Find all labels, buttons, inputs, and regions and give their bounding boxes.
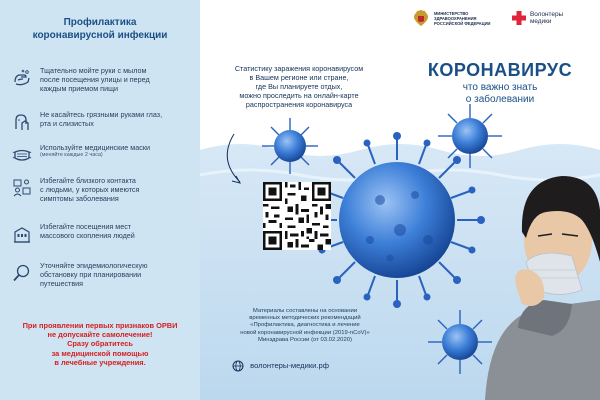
tip-text xyxy=(40,66,190,93)
warning-text xyxy=(10,321,190,367)
tip-crowded-places xyxy=(12,222,192,254)
page-subtitle xyxy=(418,82,582,105)
stat-line: в Вашем регионе или стране, xyxy=(249,73,349,82)
tip-line: Избегайте близкого контакта xyxy=(40,176,136,185)
left-title-line: коронавирусной инфекции xyxy=(32,30,168,41)
globe-icon xyxy=(232,360,244,372)
tip-text xyxy=(40,176,190,203)
website-link[interactable] xyxy=(232,359,329,373)
tip-line: после посещения улицы и перед xyxy=(40,75,150,84)
ministry-name xyxy=(434,12,504,26)
tip-text xyxy=(40,110,190,128)
warning-line: При проявлении первых признаков ОРВИ xyxy=(22,321,178,330)
tip-people-contact xyxy=(12,176,192,208)
materials-line: Материалы составлены на основании xyxy=(252,308,358,314)
hand-washing-icon xyxy=(12,68,32,88)
qr-code[interactable] xyxy=(263,182,331,250)
materials-line: «Профилактика, диагностика и лечение xyxy=(250,322,360,329)
small-virus-icon xyxy=(262,118,318,174)
tip-line: рта и слизистых xyxy=(40,119,94,128)
medium-virus-icon xyxy=(438,104,502,168)
bottom-virus-icon xyxy=(428,310,492,374)
tip-line: обстановку при планировании xyxy=(40,270,142,279)
stat-line: Статистику заражения коронавирусом xyxy=(234,64,364,73)
tip-line: Избегайте посещения мест xyxy=(40,222,132,231)
materials-line: временных методических рекомендаций xyxy=(249,315,361,322)
crowded-building-icon xyxy=(12,224,32,244)
tip-line: Используйте медицинские маски xyxy=(40,143,150,152)
warning-line: не допускайте самолечение! xyxy=(47,330,153,340)
subtitle-line: о заболевании xyxy=(465,93,535,105)
page-title: КОРОНАВИРУС xyxy=(427,60,573,80)
medical-mask-icon xyxy=(12,145,32,165)
coat-of-arms-icon xyxy=(412,8,430,28)
tip-line: массового скопления людей xyxy=(40,231,135,240)
subtitle-line: что важно знать xyxy=(462,82,538,93)
tip-line: симптомы заболевания xyxy=(40,194,119,203)
stat-line: где Вы планируете отдых, xyxy=(255,82,343,91)
left-title-line: Профилактика xyxy=(63,17,137,28)
warning-line: Сразу обратитесь xyxy=(67,339,133,349)
tip-text xyxy=(40,261,190,288)
volunteers-name xyxy=(530,11,563,26)
tip-hand-washing xyxy=(12,66,192,98)
tip-face-touch xyxy=(12,110,192,142)
tip-line: Уточняйте эпидемиологическую xyxy=(40,261,148,270)
tip-text xyxy=(40,222,190,240)
tip-note: (меняйте каждые 2 часа) xyxy=(40,152,103,158)
volunteers-line: Волонтеры xyxy=(530,11,564,18)
stat-line: можно проследить на онлайн-карте xyxy=(239,91,359,100)
tip-line: Тщательно мойте руки с мылом xyxy=(40,66,147,75)
large-virus-icon xyxy=(309,132,485,308)
left-panel-title xyxy=(12,16,188,42)
coughing-person-illustration xyxy=(485,176,600,400)
ministry-logo xyxy=(412,8,502,30)
statistics-text xyxy=(218,64,380,109)
face-touch-icon xyxy=(12,112,32,132)
materials-line: Минздрава России (от 03.02.2020) xyxy=(258,336,352,343)
ministry-line: РОССИЙСКОЙ ФЕДЕРАЦИИ xyxy=(434,20,491,26)
tip-line: с людьми, у которых имеются xyxy=(40,185,140,194)
tip-travel-check xyxy=(12,261,192,293)
red-cross-icon xyxy=(512,10,526,26)
volunteers-line: медики xyxy=(530,18,552,26)
tip-line: путешествия xyxy=(40,279,84,288)
materials-line: новой коронавирусной инфекции (2019-nCoV)» xyxy=(240,329,370,336)
warning-line: за медицинской помощью xyxy=(51,348,149,358)
tip-text xyxy=(40,143,190,159)
tip-medical-mask xyxy=(12,143,192,175)
tip-line: каждым приемом пищи xyxy=(40,84,119,93)
tip-line: Не касайтесь грязными руками глаз, xyxy=(40,110,163,119)
volunteers-logo xyxy=(512,9,592,29)
materials-source-text xyxy=(220,308,390,344)
ministry-line: МИНИСТЕРСТВО xyxy=(434,11,469,16)
warning-line: в лечебные учреждения. xyxy=(54,357,146,367)
website-link-text: волонтеры-медики.рф xyxy=(250,361,329,370)
people-contact-icon xyxy=(12,178,32,198)
ministry-line: ЗДРАВООХРАНЕНИЯ xyxy=(434,15,477,21)
stat-line: распространения коронавируса xyxy=(245,100,353,109)
magnifier-icon xyxy=(12,263,32,283)
